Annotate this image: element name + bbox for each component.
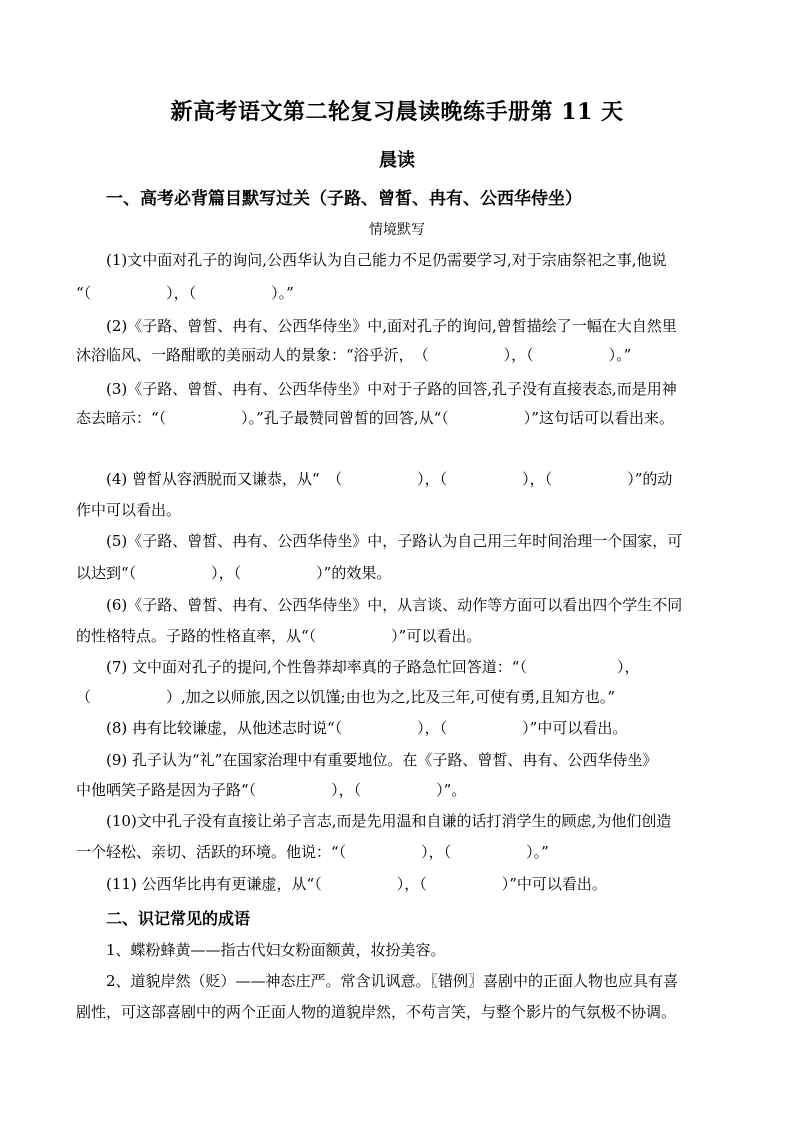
question-line: (10)文中孔子没有直接让弟子言志,而是先用温和自谦的话打消学生的顾虑,为他们创造 [106, 812, 672, 830]
question-line: “（ ），（ ）。” [76, 284, 294, 302]
question-line: (9) 孔子认为“礼”在国家治理中有重要地位。在《子路、曾皙、冉有、公西华侍坐》 [106, 751, 658, 769]
question-line: (3)《子路、曾皙、冉有、公西华侍坐》中对于子路的回答,孔子没有直接表态,而是用神 [106, 380, 677, 398]
question-line: (7) 文中面对孔子的提问,个性鲁莽却率真的子路急忙回答道：“（ ）， [106, 658, 640, 676]
question-line: （ ）,加之以师旅,因之以饥馑;由也为之,比及三年,可使有勇,且知方也。” [76, 688, 616, 706]
question-line: 态去暗示：“（ ）。”孔子最赞同曾皙的回答,从“（ ）”这句话可以看出来。 [76, 409, 674, 427]
question-line: (2)《子路、曾皙、冉有、公西华侍坐》中,面对孔子的询问,曾皙描绘了一幅在大自然里 [106, 317, 677, 335]
question-line: (4) 曾皙从容洒脱而又谦恭，从“ （ ），（ ），（ ）”的动 [106, 470, 673, 488]
question-line: 以达到“（ ），（ ）”的效果。 [76, 564, 392, 582]
question-line: (6)《子路、曾皙、冉有、公西华侍坐》中，从言谈、动作等方面可以看出四个学生不同 [106, 596, 683, 614]
idiom-line: 2、道貌岸然（贬）——神态庄严。常含讥讽意。〖错例〗喜剧中的正面人物也应具有喜 [106, 972, 679, 990]
subsection-label: 情境默写 [369, 222, 425, 238]
question-line: (11) 公西华比冉有更谦虚，从“（ ），（ ）”中可以看出。 [106, 875, 607, 893]
question-line: 的性格特点。子路的性格直率，从“（ ）”可以看出。 [76, 627, 482, 645]
document-title: 新高考语文第二轮复习晨读晚练手册第 11 天 [170, 99, 624, 125]
document-subtitle: 晨读 [379, 150, 415, 171]
question-line: (5)《子路、曾皙、冉有、公西华侍坐》中，子路认为自己用三年时间治理一个国家，可 [106, 532, 683, 550]
section-heading-2: 二、识记常见的成语 [106, 909, 251, 928]
question-line: (8) 冉有比较谦虚，从他述志时说“（ ），（ ）”中可以看出。 [106, 719, 628, 737]
section-heading-1: 一、高考必背篇目默写过关（子路、曾皙、冉有、公西华侍坐） [106, 189, 582, 209]
question-line: (1)文中面对孔子的询问,公西华认为自己能力不足仍需要学习,对于宗庙祭祀之事,他说 [106, 251, 667, 269]
question-line: 沐浴临风、一路酣歌的美丽动人的景象：“浴乎沂， （ ），（ ）。” [76, 346, 632, 364]
question-line: 一个轻松、亲切、活跃的环境。他说：“（ ），（ ）。” [76, 843, 549, 861]
question-line: 作中可以看出。 [76, 501, 182, 519]
question-line: 中他哂笑子路是因为子路“（ ），（ ）”。 [76, 781, 467, 799]
idiom-line: 1、蝶粉蜂黄——指古代妇女粉面额黄，妆扮美容。 [106, 941, 446, 959]
idiom-line: 剧性，可这部喜剧中的两个正面人物的道貌岸然，不苟言笑，与整个影片的气氛极不协调。 [76, 1003, 677, 1021]
